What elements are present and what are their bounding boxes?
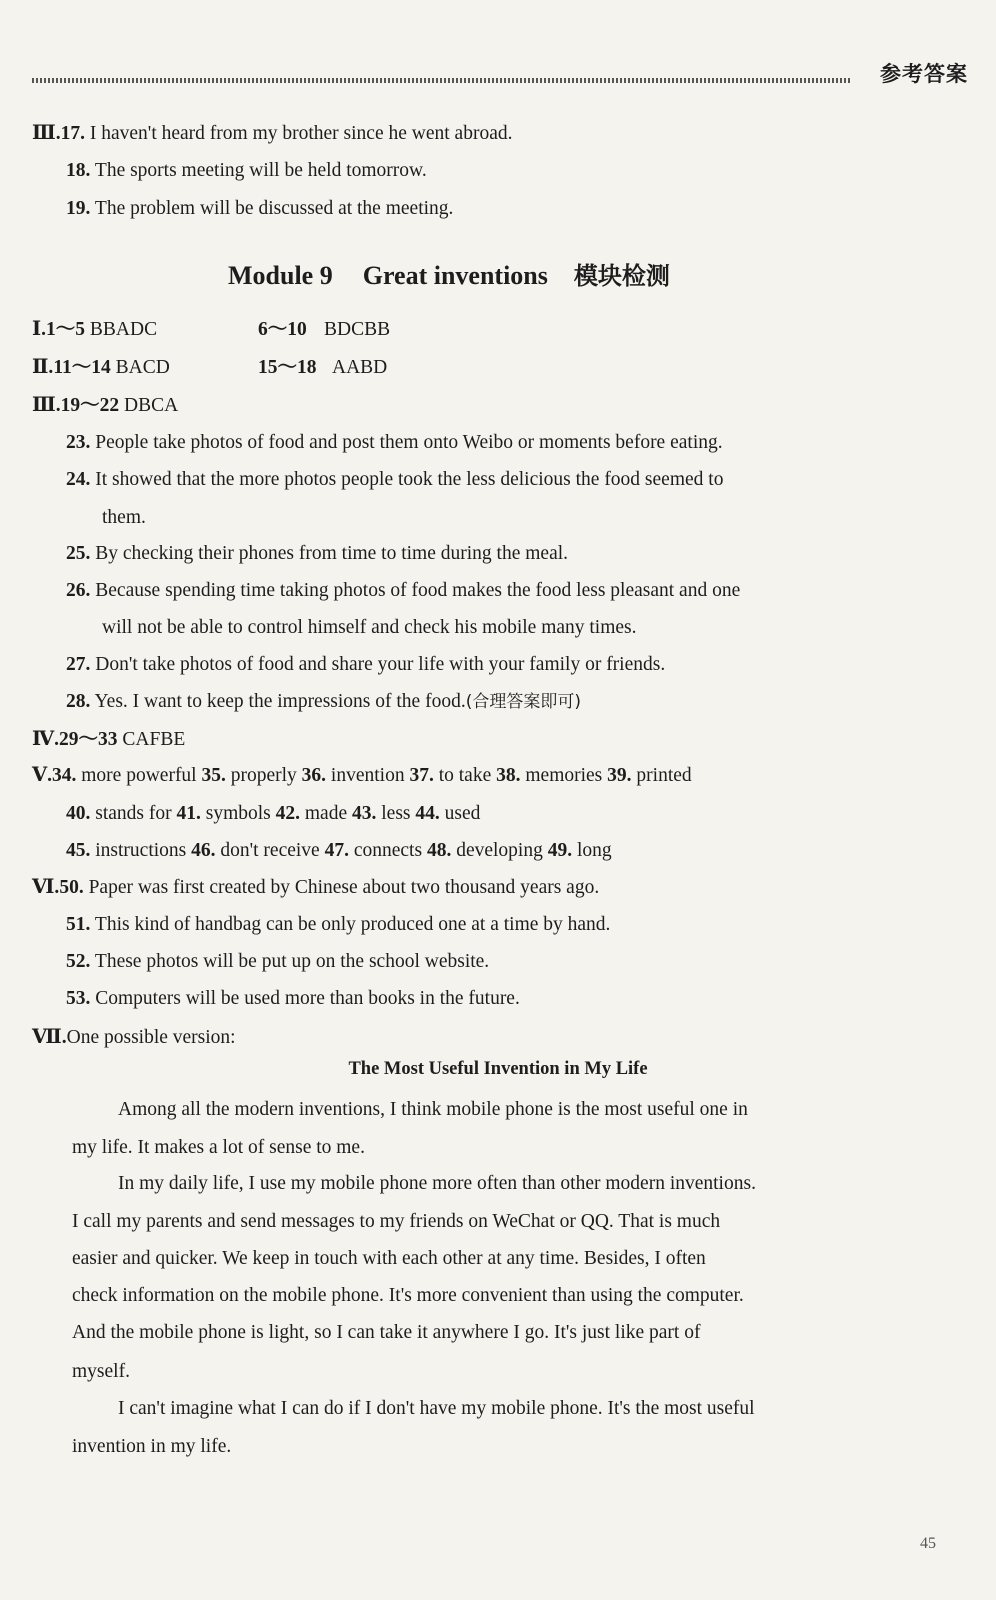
essay-line: my life. It makes a lot of sense to me. bbox=[72, 1137, 365, 1158]
part1-answers: Ⅰ.1～5 BBADC 6～10 BDCBB bbox=[32, 319, 391, 340]
essay-line: myself. bbox=[72, 1361, 130, 1382]
part4-answers: Ⅳ.29～33 CAFBE bbox=[32, 729, 186, 750]
part3-q24-cont: them. bbox=[102, 507, 146, 528]
part2-answers: Ⅱ.11～14 BACD 15～18 AABD bbox=[32, 357, 388, 378]
essay-line: I can't imagine what I can do if I don't have my mobile phone. It's the most useful bbox=[118, 1398, 755, 1419]
part6-item-52: 52. These photos will be put up on the school website. bbox=[66, 951, 490, 972]
part3-q26: 26. Because spending time taking photos of food makes the food less pleasant and one bbox=[66, 580, 741, 601]
part6-item-53: 53. Computers will be used more than books in the future. bbox=[66, 988, 520, 1009]
prev-item-17: Ⅲ.17. I haven't heard from my brother since he went abroad. bbox=[32, 123, 513, 144]
module-title: Module 9 Great inventions 模块检测 bbox=[228, 261, 670, 290]
header-rule bbox=[32, 78, 852, 83]
header-title: 参考答案 bbox=[880, 62, 968, 86]
part3-q28: 28. Yes. I want to keep the impressions of the food.(合理答案即可) bbox=[66, 691, 581, 712]
part5-row-2: 40. stands for 41. symbols 42. made 43. less 44. used bbox=[66, 803, 481, 824]
part3-answers: Ⅲ.19～22 DBCA bbox=[32, 395, 179, 416]
essay-line: invention in my life. bbox=[72, 1436, 232, 1457]
essay-title: The Most Useful Invention in My Life bbox=[348, 1059, 648, 1079]
part3-q24: 24. It showed that the more photos people took the less delicious the food seemed to bbox=[66, 469, 724, 490]
part3-q23: 23. People take photos of food and post them onto Weibo or moments before eating. bbox=[66, 432, 723, 453]
prev-item-18: 18. The sports meeting will be held tomorrow. bbox=[66, 160, 427, 181]
prev-item-19: 19. The problem will be discussed at the meeting. bbox=[66, 198, 454, 219]
part6-item-51: 51. This kind of handbag can be only produced one at a time by hand. bbox=[66, 914, 611, 935]
essay-line: check information on the mobile phone. It's more convenient than using the computer. bbox=[72, 1285, 744, 1306]
part3-q26-cont: will not be able to control himself and check his mobile many times. bbox=[102, 617, 637, 638]
essay-line: In my daily life, I use my mobile phone more often than other modern inventions. bbox=[118, 1173, 756, 1194]
part6-item-50: Ⅵ.50. Paper was first created by Chinese about two thousand years ago. bbox=[32, 877, 600, 898]
essay-line: And the mobile phone is light, so I can take it anywhere I go. It's just like part of bbox=[72, 1322, 701, 1343]
part5-row-3: 45. instructions 46. don't receive 47. connects 48. developing 49. long bbox=[66, 840, 612, 861]
part5-row-1: Ⅴ.34. more powerful 35. properly 36. invention 37. to take 38. memories 39. printed bbox=[32, 765, 692, 786]
essay-line: Among all the modern inventions, I think mobile phone is the most useful one in bbox=[118, 1099, 748, 1120]
essay-line: I call my parents and send messages to my friends on WeChat or QQ. That is much bbox=[72, 1211, 721, 1232]
essay-line: easier and quicker. We keep in touch with each other at any time. Besides, I often bbox=[72, 1248, 706, 1269]
page-number: 45 bbox=[920, 1535, 936, 1552]
part3-q25: 25. By checking their phones from time to time during the meal. bbox=[66, 543, 569, 564]
part3-q27: 27. Don't take photos of food and share your life with your family or friends. bbox=[66, 654, 666, 675]
part7-intro: Ⅶ.One possible version: bbox=[32, 1027, 236, 1048]
